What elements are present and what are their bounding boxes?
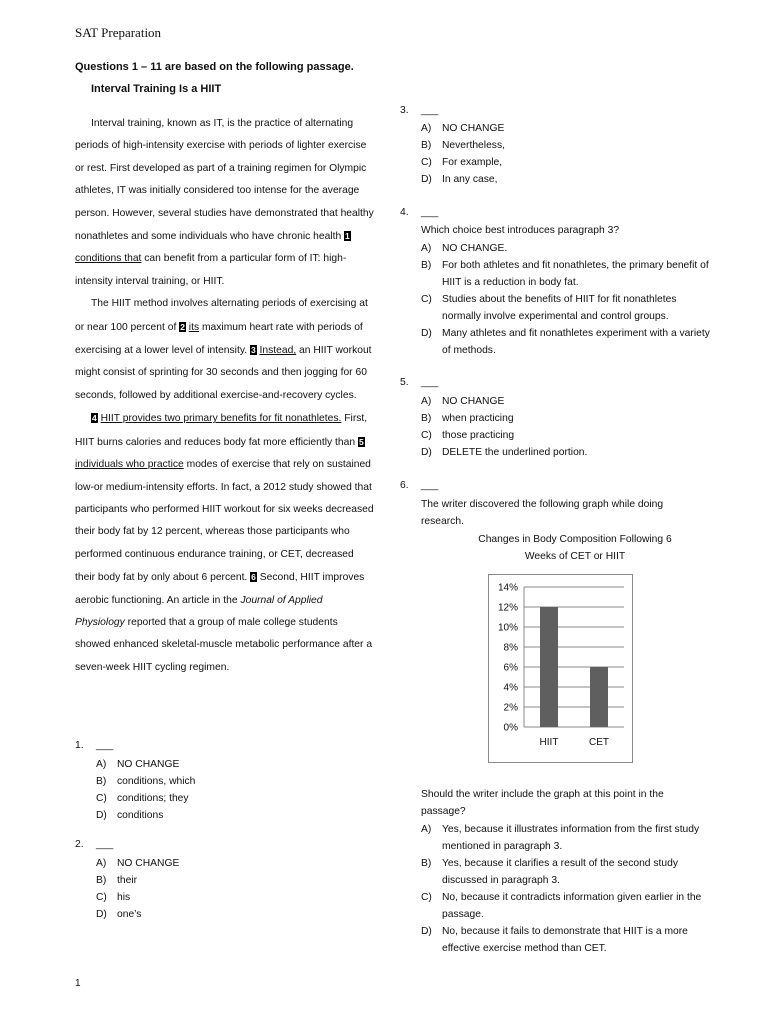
option-b[interactable]: B) Yes, because it clarifies a result of the second study discussed in paragraph 3. <box>421 858 679 886</box>
answer-options <box>421 120 505 188</box>
answer-options <box>96 756 195 824</box>
question-marker-2[interactable]: 2 <box>180 321 185 332</box>
question-stem: The writer discovered the following graph while doing research. <box>421 499 664 527</box>
question-marker-3[interactable]: 3 <box>250 345 256 356</box>
question-stem: Which choice best introduces paragraph 3? <box>421 225 620 236</box>
journal-name: Journal of Applied Physiology <box>75 594 323 628</box>
x-tick-label: HIIT <box>539 737 559 748</box>
bar-chart <box>488 574 633 763</box>
answer-blank: ___ <box>421 377 439 388</box>
question-1 <box>75 740 375 820</box>
option-b[interactable]: B) For both athletes and fit nonathletes, the primary benefit of HIIT is a reduction in body fat. <box>421 260 709 288</box>
y-tick-label: 0% <box>503 722 518 734</box>
question-number: 3. <box>400 105 409 116</box>
answer-options <box>421 821 711 957</box>
paragraph-1: Interval training, known as IT, is the practice of alternating periods of high-intensity exercise with periods of lighter exercise or rest. First developed as part of a training regimen for Olympic athletes, IT was initially considered too intense for the average person. However, several studies have demonstrated that healthy nonathletes and some individuals who have chronic health 1 conditions that can benefit from a particular form of IT: high-intensity interval training, or HIIT. <box>75 118 374 287</box>
option-c[interactable]: C) conditions; they <box>96 793 189 804</box>
question-number: 4. <box>400 207 409 218</box>
underlined-text-3: Instead, <box>259 345 297 357</box>
question-number: 6. <box>400 480 409 491</box>
page-number: 1 <box>75 978 81 989</box>
chart-title: Changes in Body Composition Following 6 Weeks of CET or HIIT <box>478 534 672 562</box>
option-c[interactable]: C) those practicing <box>421 430 515 441</box>
paragraph-3: 4 HIIT provides two primary benefits for fit nonathletes. First, HIIT burns calories and reduces body fat more efficiently than 5 individuals who practice modes of exercise that rely on sustained low-or medium-intensity efforts. In fact, a 2012 study showed that participants who performed HIIT workout for six weeks decreased their body fat by 12 percent, whereas those participants who performed continuous endurance training, or CET, decreased their body fat by only about 6 percent. 6 Second, HIIT improves aerobic functioning. An article in the Journal of Applied Physiology reported that a group of male college students showed enhanced skeletal-muscle metabolic performance after a seven-week HIIT cycling regimen. <box>75 413 374 673</box>
passage <box>75 113 375 679</box>
option-c[interactable]: C) No, because it contradicts information given earlier in the passage. <box>421 892 702 920</box>
question-marker-5[interactable]: 5 <box>358 436 364 447</box>
option-d[interactable]: D) No, because it fails to demonstrate that HIIT is a more effective exercise method than CET. <box>421 926 688 954</box>
question-marker-6[interactable]: 6 <box>251 572 256 583</box>
question-number: 5. <box>400 377 409 388</box>
option-c[interactable]: C) For example, <box>421 157 503 168</box>
question-stem-2: Should the writer include the graph at this point in the passage? <box>421 789 664 817</box>
answer-options <box>421 393 587 461</box>
option-b[interactable]: B) when practicing <box>421 413 514 424</box>
answer-options <box>421 240 711 359</box>
option-a[interactable]: A) NO CHANGE <box>421 123 505 134</box>
y-tick-label: 2% <box>503 702 518 714</box>
underlined-text-1: conditions that <box>75 253 142 265</box>
y-tick-label: 14% <box>497 582 518 594</box>
question-4 <box>400 207 710 367</box>
question-number: 1. <box>75 740 84 751</box>
bar-hiit <box>540 607 558 727</box>
answer-blank: ___ <box>421 207 439 218</box>
y-tick-label: 6% <box>503 662 518 674</box>
question-marker-4[interactable]: 4 <box>92 413 97 424</box>
question-number: 2. <box>75 839 84 850</box>
option-c[interactable]: C) Studies about the benefits of HIIT for fit nonathletes normally involve experimental and control groups. <box>421 294 677 322</box>
instructions: Questions 1 – 11 are based on the following passage. <box>75 61 354 73</box>
paragraph-2: The HIIT method involves alternating periods of exercising at or near 100 percent of 2 its maximum heart rate with periods of exercising at a lower level of intensity. 3 Instead, an HIIT workout might consist of sprinting for 30 seconds and then jogging for 60 seconds, followed by additional exercise-and-recovery cycles. <box>75 298 372 401</box>
y-tick-label: 10% <box>497 622 518 634</box>
option-a[interactable]: A) Yes, because it illustrates information from the first study mentioned in paragraph 3. <box>421 824 700 852</box>
option-b[interactable]: B) conditions, which <box>96 776 196 787</box>
option-d[interactable]: D) conditions <box>96 810 164 821</box>
option-d[interactable]: D) one’s <box>96 909 142 920</box>
option-c[interactable]: C) his <box>96 892 131 903</box>
option-b[interactable]: B) their <box>96 875 138 886</box>
answer-blank: ___ <box>96 740 114 751</box>
option-a[interactable]: A) NO CHANGE <box>96 759 180 770</box>
option-b[interactable]: B) Nevertheless, <box>421 140 505 151</box>
underlined-text-2: its <box>188 321 200 333</box>
question-5 <box>400 377 710 467</box>
option-a[interactable]: A) NO CHANGE <box>421 396 505 407</box>
y-tick-label: 12% <box>497 602 518 614</box>
underlined-text-4: HIIT provides two primary benefits for fit nonathletes. <box>100 413 342 425</box>
y-tick-label: 4% <box>503 682 518 694</box>
question-marker-1[interactable]: 1 <box>345 231 350 242</box>
option-a[interactable]: A) NO CHANGE. <box>421 243 508 254</box>
underlined-text-5: individuals who practice <box>75 459 184 471</box>
x-tick-label: CET <box>589 737 609 748</box>
option-d[interactable]: D) DELETE the underlined portion. <box>421 447 588 458</box>
option-d[interactable]: D) Many athletes and fit nonathletes experiment with a variety of methods. <box>421 328 710 356</box>
page-header: SAT Preparation <box>75 25 162 40</box>
answer-options <box>96 855 179 923</box>
option-a[interactable]: A) NO CHANGE <box>96 858 180 869</box>
answer-blank: ___ <box>421 105 439 116</box>
question-3 <box>400 105 710 185</box>
option-d[interactable]: D) In any case, <box>421 174 498 185</box>
question-2 <box>75 839 375 919</box>
answer-blank: ___ <box>96 839 114 850</box>
bar-cet <box>590 667 608 727</box>
y-tick-label: 8% <box>503 642 518 654</box>
answer-blank: ___ <box>421 480 439 491</box>
question-6 <box>400 480 710 960</box>
passage-title: Interval Training Is a HIIT <box>91 83 222 95</box>
